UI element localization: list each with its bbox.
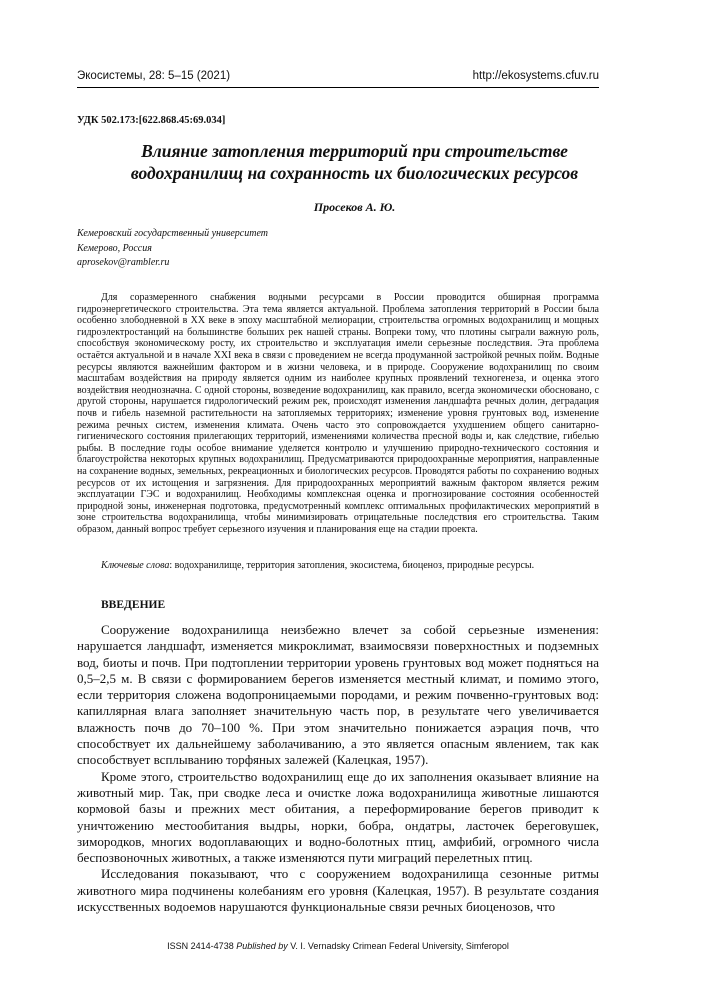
- keywords: [77, 560, 599, 572]
- body-paragraph: Кроме этого, строительство водохранилищ еще до их заполнения оказывает влияние на животный мир. Так, при сводке леса и очистке ложа водохранилища животные лишаются кормовой базы и прежних мест обитания, а переформирование берегов приводит к уничтожению местообитания выдры, норки, бобра, ондатры, ласточек береговушек, зимородков, многих водоплавающих и водно-болотных птиц, амфибий, огромного числа беспозвоночных животных, а также изменяются пути миграций перелетных птиц.: [77, 768, 599, 866]
- paper-title: [77, 140, 632, 184]
- running-header: [77, 70, 599, 86]
- keywords-label: Ключевые слова: [101, 560, 170, 571]
- journal-citation: Экосистемы, 28: 5–15 (2021): [77, 70, 231, 82]
- body-paragraph: Исследования показывают, что с сооружением водохранилища сезонные ритмы животного мира подчинены колебаниям его уровня (Калецкая, 1957). В результате создания искусственных водоемов нарушаются функциональные связи речных биоценозов, что: [77, 866, 599, 915]
- affiliation-university: Кемеровский государственный университет: [77, 228, 268, 239]
- affiliation-block: [77, 227, 268, 271]
- author-name: Просеков А. Ю.: [313, 200, 396, 214]
- author-email-link[interactable]: aprosekov@rambler.ru: [77, 257, 170, 268]
- section-heading: ВВЕДЕНИЕ: [101, 599, 166, 611]
- body-text: [77, 622, 599, 915]
- udk-code: УДК 502.173:[622.868.45:69.034]: [77, 115, 226, 126]
- footer-publisher: V. I. Vernadsky Crimean Federal University, Simferopol: [287, 941, 509, 951]
- footer-issn: ISSN 2414-4738: [167, 941, 237, 951]
- affiliation-city: Кемерово, Россия: [77, 242, 152, 254]
- header-rule: [77, 87, 599, 88]
- body-paragraph: Сооружение водохранилища неизбежно влечет за собой серьезные изменения: нарушается ландшафт, изменяется микроклимат, взаимосвязи поверхностных и подземных вод, биоты и почв. При подтоплении территории уровень грунтовых вод может подняться на 0,5–2,5 м. В связи с формированием берегов изменяется местный климат, и помимо этого, если территория сложена водопроницаемыми породами, и режим почвенно-грунтовых вод: капиллярная влага заполняет значительную часть пор, в результате чего увеличивается влажность почв до 70–100 %. При этом значительно понижается аэрация почв, что способствует их дальнейшему заболачиванию, а это является опасным явлением, так как способствует всплыванию торфяных залежей (Калецкая, 1957).: [77, 622, 599, 768]
- title-line-1: Влияние затопления территорий при строительстве: [141, 141, 568, 161]
- title-line-2: водохранилищ на сохранность их биологических ресурсов: [130, 163, 579, 183]
- abstract: Для соразмеренного снабжения водными ресурсами в России проводится обширная программа гидроэнергетического строительства. Эта тема является актуальной. Проблема затопления территорий в России была особенно злободневной в XX веке в эпоху масштабной мелиорации, строительства огромных водохранилищ и мощных гидроэлектростанций на большинстве больших рек нашей страны. Вопреки тому, что плотины сыграли важную роль, способствуя экономическому росту, их строительство и эксплуатация имели серьезные последствия. Эта проблема остаётся актуальной и в начале XXI века в связи с проведением не всегда продуманной застройкой речных пойм. Водные ресурсы являются важнейшим фактором и в жизни человека, и в природе. Сооружение водохранилищ по своим масштабам воздействия на природу является одним из наиболее крупных проявлений техногенеза, и оценка этого воздействия неоднозначна. С одной стороны, возведение водохранилищ, как правило, всегда экономически обосновано, с другой стороны, нарушается гидрологический режим рек, происходят изменения ландшафта речных долин, деградация почв и гибель наземной растительности на затопляемых территориях; изменение уровня грунтовых вод, изменение режима речных систем, изменения климата. Очень часто это сопровождается ухудшением общего санитарно-гигиенического состояния прилегающих территорий, изменениями количества пресной воды и, как следствие, гибелью рыбы. В последние годы особое внимание уделяется контролю и улучшению природно-технического состояния и благоустройства некоторых крупных водохранилищ. Предусматриваются природоохранные мероприятия, направленные на сохранение водных, земельных, рекреационных и биологических ресурсов. Проводятся работы по сохранению водных ресурсов от их истощения и загрязнения. Для природоохранных мероприятий важным фактором является режим эксплуатации ГЭС и водохранилищ. Необходимы комплексная оценка и прогнозирование состояния особенностей природной зоны, инженерная подготовка, предусмотренный комплекс оптимальных профилактических мероприятий в зоне строительства водохранилища, чтобы минимизировать отрицательные последствия его строительства. Таким образом, данный вопрос требует серьезного изучения и планирования еще на стадии проекта.: [77, 292, 599, 535]
- footer-published-by: Published by: [236, 941, 288, 951]
- page-footer: [77, 941, 599, 951]
- journal-url-link[interactable]: http://ekosystems.cfuv.ru: [472, 70, 599, 82]
- keywords-text: : водохранилище, территория затопления, экосистема, биоценоз, природные ресурсы.: [169, 560, 535, 571]
